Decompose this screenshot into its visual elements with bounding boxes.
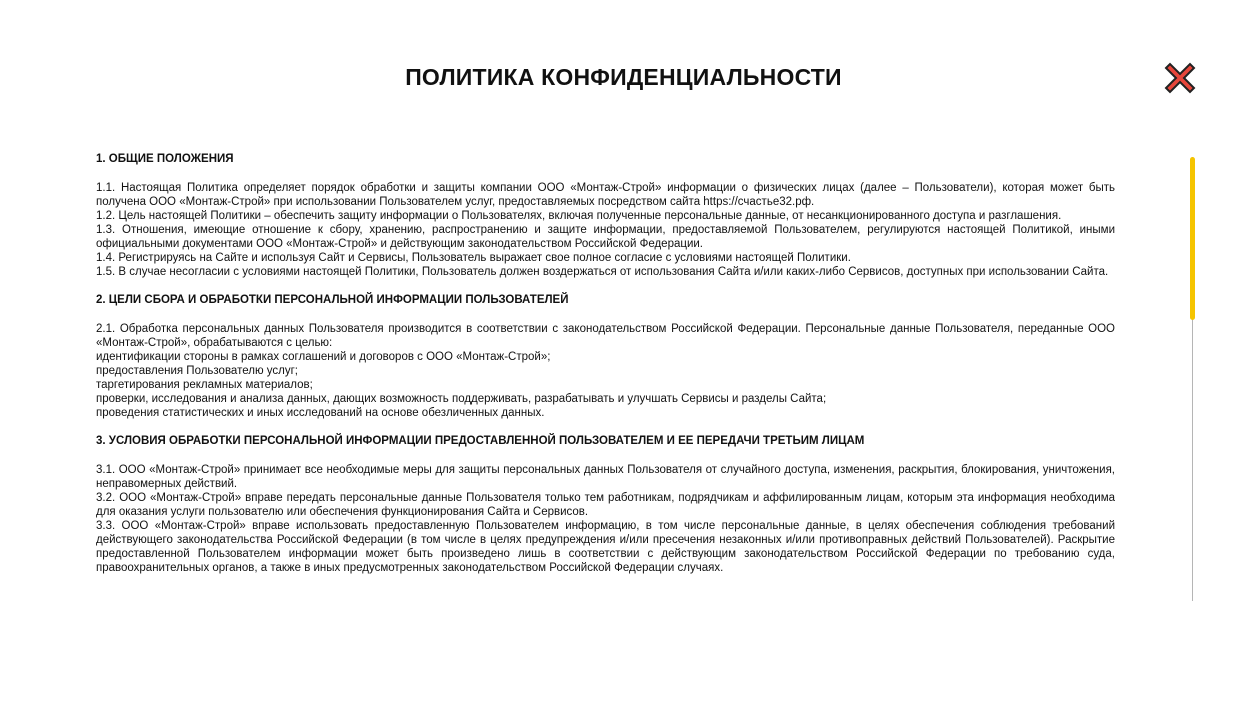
section-heading: 2. ЦЕЛИ СБОРА И ОБРАБОТКИ ПЕРСОНАЛЬНОЙ ИНФОРМАЦИИ ПОЛЬЗОВАТЕЛЕЙ <box>96 294 569 306</box>
policy-paragraph: 3.1. ООО «Монтаж-Строй» принимает все необходимые меры для защиты персональных данных Пользователя от случайного доступа, изменения, раскрытия, блокирования, уничтожения, неправомерных действий. <box>96 464 1115 490</box>
scrollbar[interactable] <box>1190 157 1195 601</box>
policy-list-item: проведения статистических и иных исследований на основе обезличенных данных. <box>96 407 545 419</box>
policy-list-item: проверки, исследования и анализа данных, дающих возможность поддерживать, разрабатывать и улучшать Сервисы и разделы Сайта; <box>96 393 827 405</box>
policy-paragraph: 1.1. Настоящая Политика определяет порядок обработки и защиты компании ООО «Монтаж-Строй» информации о физических лицах (далее – Пользователи), которая может быть получена ООО «Монтаж-Строй» при использовании Пользователем услуг, предоставляемых посредством сайта https://счастье32.рф. <box>96 182 1115 208</box>
scroll-thumb[interactable] <box>1190 157 1195 320</box>
policy-section-conditions <box>96 434 1115 575</box>
policy-list-item: предоставления Пользователю услуг; <box>96 365 298 377</box>
policy-content[interactable] <box>96 152 1115 592</box>
policy-paragraph: 1.3. Отношения, имеющие отношение к сбору, хранению, распространению и защите информации, предоставляемой Пользователем, регулируются настоящей Политикой, иными официальными документами ООО «Монтаж-Строй» и действующим законодательством Российской Федерации. <box>96 224 1115 250</box>
modal-title: ПОЛИТИКА КОНФИДЕНЦИАЛЬНОСТИ <box>405 64 842 90</box>
policy-list-item: таргетирования рекламных материалов; <box>96 379 313 391</box>
close-x-icon[interactable] <box>1160 58 1200 98</box>
policy-section-purposes <box>96 293 1115 420</box>
policy-paragraph: 1.5. В случае несогласии с условиями настоящей Политики, Пользователь должен воздержаться от использования Сайта и/или каких-либо Сервисов, доступных при использовании Сайта. <box>96 266 1109 278</box>
policy-list-item: идентификации стороны в рамках соглашений и договоров с ООО «Монтаж-Строй»; <box>96 351 551 363</box>
policy-paragraph: 1.4. Регистрируясь на Сайте и используя Сайт и Сервисы, Пользователь выражает свое полное согласие с условиями настоящей Политики. <box>96 252 851 264</box>
policy-section-general <box>96 152 1115 279</box>
section-heading: 3. УСЛОВИЯ ОБРАБОТКИ ПЕРСОНАЛЬНОЙ ИНФОРМАЦИИ ПРЕДОСТАВЛЕННОЙ ПОЛЬЗОВАТЕЛЕМ И ЕЕ ПЕРЕДАЧИ ТРЕТЬИМ ЛИЦАМ <box>96 435 865 447</box>
policy-paragraph: 2.1. Обработка персональных данных Пользователя производится в соответствии с законодательством Российской Федерации. Персональные данные Пользователя, переданные ООО «Монтаж-Строй», обрабатываются с целью: <box>96 323 1115 349</box>
policy-paragraph: 1.2. Цель настоящей Политики – обеспечить защиту информации о Пользователях, включая полученные персональные данные, от несанкционированного доступа и разглашения. <box>96 210 1062 222</box>
policy-paragraph: 3.2. ООО «Монтаж-Строй» вправе передать персональные данные Пользователя только тем работникам, подрядчикам и аффилированным лицам, которым эта информация необходима для оказания услуги пользователю или обеспечения функционирования Сайта и Сервисов. <box>96 492 1115 518</box>
policy-paragraph: 3.3. ООО «Монтаж-Строй» вправе использовать предоставленную Пользователем информацию, в том числе персональные данные, в целях обеспечения соблюдения требований действующего законодательства Российской Федерации (в том числе в целях предупреждения и/или пресечения незаконных и/или противоправных действий Пользователей). Раскрытие предоставленной Пользователем информации может быть произведено лишь в соответствии с действующим законодательством Российской Федерации по требованию суда, правоохранительных органов, а также в иных предусмотренных законодательством Российской Федерации случаях. <box>96 520 1115 574</box>
close-button[interactable] <box>1160 58 1200 98</box>
section-heading: 1. ОБЩИЕ ПОЛОЖЕНИЯ <box>96 153 234 165</box>
